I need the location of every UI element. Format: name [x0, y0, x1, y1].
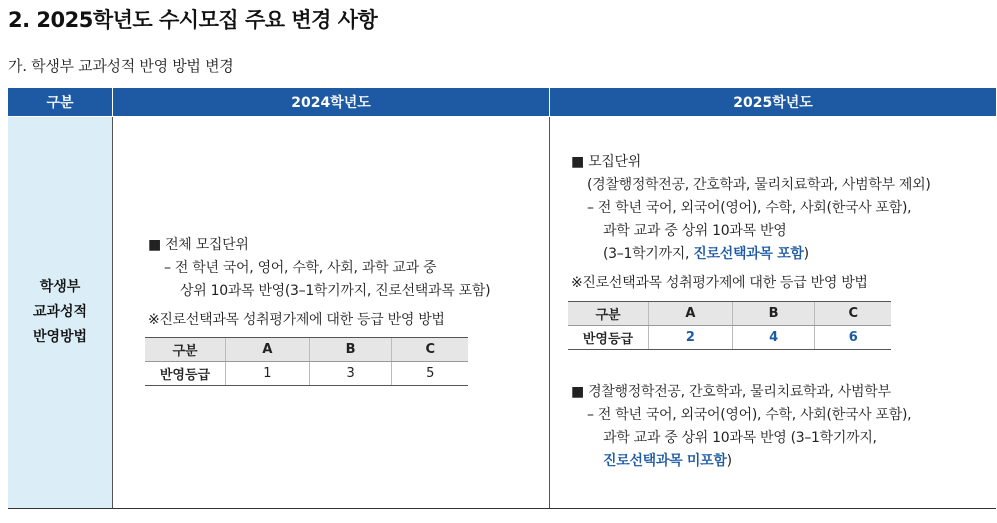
row-label-line: 교과성적: [32, 304, 88, 320]
row-label-line: 반영방법: [32, 329, 88, 345]
grade-header: 구분: [145, 338, 226, 362]
y2025-bullet: ■ 경찰행정학전공, 간호학과, 물리치료학과, 사범학부: [571, 384, 891, 400]
y2025-bullet: ■ 모집단위: [571, 154, 641, 170]
grade-value: 2: [649, 326, 733, 350]
y2025-line: [571, 243, 931, 266]
y2025-note: ※진로선택과목 성취평가제에 대한 등급 반영 방법: [571, 275, 868, 291]
y2025-group1: [571, 151, 931, 295]
y2025-line: (경찰행정학전공, 간호학과, 물리치료학과, 사범학부 제외): [587, 177, 931, 193]
row-label-line: 학생부: [39, 279, 81, 295]
header-2025: 2025학년도: [550, 88, 996, 116]
grade-row-label: 반영등급: [145, 362, 226, 386]
grade-header: B: [732, 302, 815, 326]
y2025-line-suffix: ): [726, 453, 732, 469]
y2025-line-suffix: ): [803, 246, 809, 262]
grade-value: 6: [815, 326, 891, 350]
grade-header: C: [815, 302, 891, 326]
y2025-line: – 전 학년 국어, 외국어(영어), 수학, 사회(한국사 포함),: [587, 200, 912, 216]
page-title: 2. 2025학년도 수시모집 주요 변경 사항: [8, 8, 378, 32]
grade-value: 4: [732, 326, 815, 350]
y2025-line: – 전 학년 국어, 외국어(영어), 수학, 사회(한국사 포함),: [587, 407, 912, 423]
y2024-note: ※진로선택과목 성취평가제에 대한 등급 반영 방법: [148, 312, 445, 328]
grade-value: 1: [226, 362, 310, 386]
row-label: [8, 117, 112, 508]
y2024-line: – 전 학년 국어, 영어, 수학, 사회, 과학 교과 중: [164, 260, 437, 276]
column-divider: [549, 117, 550, 508]
grade-value: 5: [392, 362, 468, 386]
grade-header: B: [309, 338, 392, 362]
y2025-line: [571, 450, 911, 473]
y2025-line: 과학 교과 중 상위 10과목 반영: [603, 223, 787, 239]
grade-row-label: 반영등급: [568, 326, 649, 350]
y2024-content: [148, 234, 490, 332]
comparison-table: [8, 88, 996, 509]
y2025-highlight: 진로선택과목 미포함: [603, 453, 727, 469]
grade-header: A: [649, 302, 733, 326]
y2025-grade-table: [568, 301, 891, 350]
grade-header: C: [392, 338, 468, 362]
y2024-bullet: ■ 전체 모집단위: [148, 237, 249, 253]
grade-header: 구분: [568, 302, 649, 326]
section-subtitle: 가. 학생부 교과성적 반영 방법 변경: [8, 57, 234, 75]
column-divider: [112, 117, 113, 508]
header-category: 구분: [8, 88, 112, 116]
y2024-grade-table: [145, 337, 468, 386]
y2024-line: 상위 10과목 반영(3–1학기까지, 진로선택과목 포함): [180, 283, 491, 299]
grade-value: 3: [309, 362, 392, 386]
y2025-highlight: 진로선택과목 포함: [693, 246, 804, 262]
y2025-line: 과학 교과 중 상위 10과목 반영 (3–1학기까지,: [603, 430, 877, 446]
header-2024: 2024학년도: [113, 88, 549, 116]
grade-header: A: [226, 338, 310, 362]
y2025-group2: [571, 381, 911, 473]
y2025-line-prefix: (3–1학기까지,: [603, 246, 694, 262]
